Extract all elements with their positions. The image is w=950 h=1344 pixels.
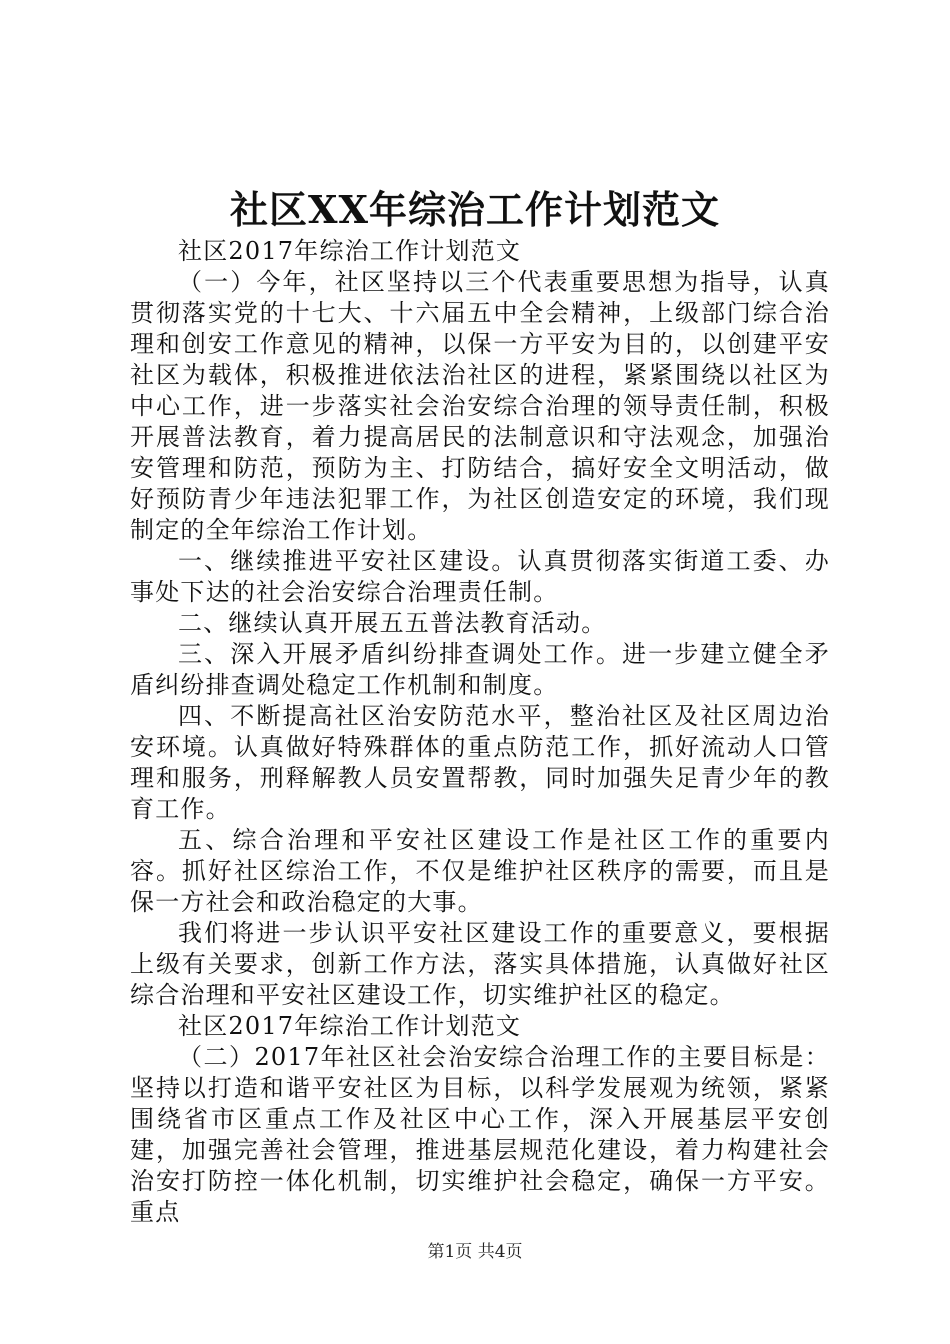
paragraph-intro: （一）今年，社区坚持以三个代表重要思想为指导，认真贯彻落实党的十七大、十六届五中全会精神，上级部门综合治理和创安工作意见的精神，以保一方平安为目的，以创建平安社区为载体，积极推进依法治社区的进程，紧紧围绕以社区为中心工作，进一步落实社会治安综合治理的领导责任制，积极开展普法教育，着力提高居民的法制意识和守法观念，加强治安管理和防范，预防为主、打防结合，搞好安全文明活动，做好预防青少年违法犯罪工作，为社区创造安定的环境，我们现制定的全年综治工作计划。: [130, 268, 830, 544]
document-body: [130, 236, 830, 1228]
paragraph-item-1: 一、继续推进平安社区建设。认真贯彻落实街道工委、办事处下达的社会治安综合治理责任制。: [130, 547, 830, 606]
paragraph-item-3: 三、深入开展矛盾纠纷排查调处工作。进一步建立健全矛盾纠纷排查调处稳定工作机制和制度。: [130, 640, 830, 699]
page-number-footer: 第1页 共4页: [427, 1242, 523, 1262]
paragraph-subtitle-1: 社区2017年综治工作计划范文: [178, 237, 522, 265]
paragraph-subtitle-2: 社区2017年综治工作计划范文: [178, 1012, 522, 1040]
paragraph-section-2: （二）2017年社区社会治安综合治理工作的主要目标是：坚持以打造和谐平安社区为目标，以科学发展观为统领，紧紧围绕省市区重点工作及社区中心工作，深入开展基层平安创建，加强完善社会管理，推进基层规范化建设，着力构建社会治安打防控一体化机制，切实维护社会稳定，确保一方平安。重点: [130, 1043, 830, 1226]
paragraph-item-2: 二、继续认真开展五五普法教育活动。: [178, 609, 607, 637]
document-title: 社区XX年综治工作计划范文: [230, 187, 720, 232]
paragraph-conclusion: 我们将进一步认识平安社区建设工作的重要意义，要根据上级有关要求，创新工作方法，落实具体措施，认真做好社区综合治理和平安社区建设工作，切实维护社区的稳定。: [130, 919, 830, 1009]
paragraph-item-5: 五、综合治理和平安社区建设工作是社区工作的重要内容。抓好社区综治工作，不仅是维护社区秩序的需要，而且是保一方社会和政治稳定的大事。: [130, 826, 830, 916]
paragraph-item-4: 四、不断提高社区治安防范水平，整治社区及社区周边治安环境。认真做好特殊群体的重点防范工作，抓好流动人口管理和服务，刑释解教人员安置帮教，同时加强失足青少年的教育工作。: [130, 702, 830, 823]
